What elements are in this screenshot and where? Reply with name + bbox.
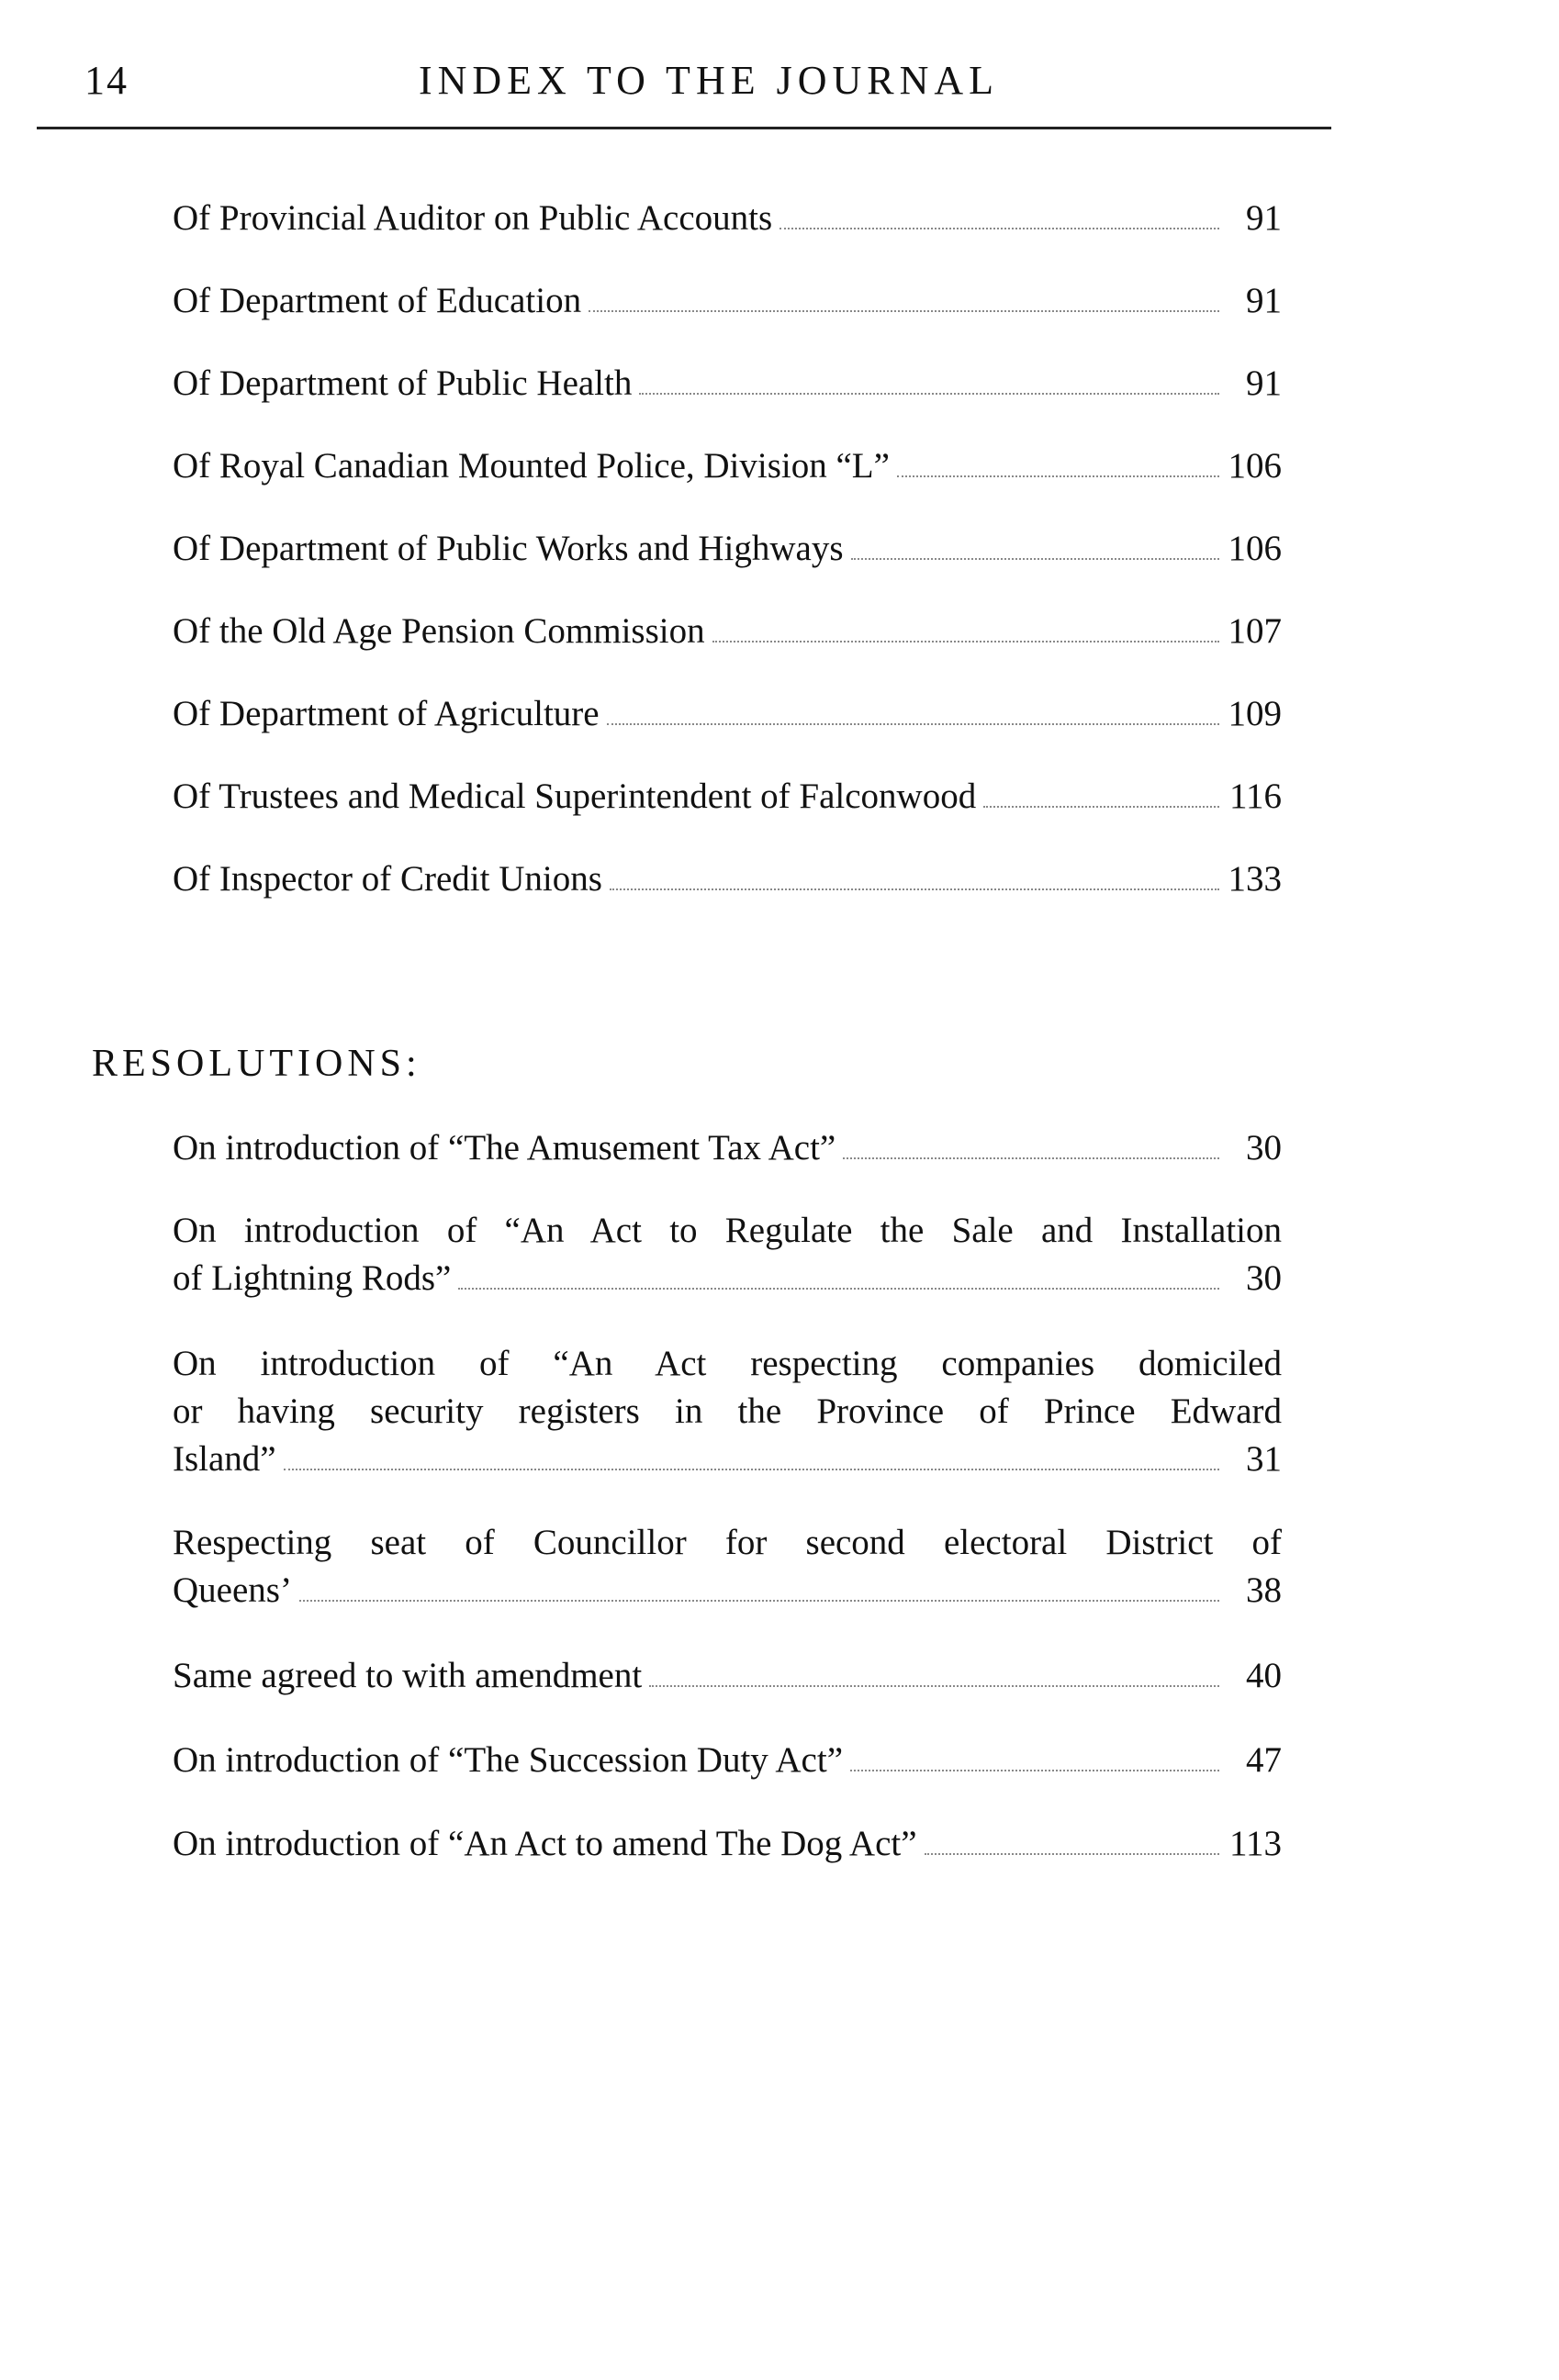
index-entry (173, 1124, 1282, 1172)
index-entry (173, 442, 1282, 490)
index-entry (173, 195, 1282, 242)
page-number: 14 (84, 58, 129, 103)
entry-page: 106 (1228, 446, 1282, 486)
dot-leader (925, 1853, 1219, 1855)
entry-page: 116 (1228, 777, 1282, 816)
entry-text: Island” (173, 1439, 276, 1479)
index-entry (173, 1737, 1282, 1784)
entry-text: or having security registers in the Province of Prince Edward (173, 1391, 1282, 1431)
index-entry (173, 1207, 1282, 1302)
entry-text: of Lightning Rods” (173, 1258, 452, 1298)
entry-page: 106 (1228, 529, 1282, 568)
dot-leader (284, 1469, 1219, 1470)
entry-text: On introduction of “The Amusement Tax Act” (173, 1128, 836, 1168)
running-title: INDEX TO THE JOURNAL (418, 58, 1000, 103)
dot-leader (639, 393, 1219, 395)
entry-text: Queens’ (173, 1570, 292, 1610)
index-entry (173, 1340, 1282, 1483)
dot-leader (851, 558, 1219, 560)
index-entry (173, 773, 1282, 821)
entry-text: Same agreed to with amendment (173, 1656, 643, 1695)
dot-leader (458, 1288, 1219, 1290)
entry-page: 109 (1228, 694, 1282, 733)
index-entry (173, 1820, 1282, 1868)
entry-text: On introduction of “An Act to amend The Dog Act” (173, 1824, 917, 1863)
entry-page: 40 (1246, 1656, 1282, 1695)
entry-text: Of the Old Age Pension Commission (173, 611, 705, 651)
entry-text: Of Inspector of Credit Unions (173, 859, 602, 899)
dot-leader (712, 641, 1219, 642)
entry-text: Of Royal Canadian Mounted Police, Division “L” (173, 446, 890, 486)
dot-leader (843, 1157, 1219, 1159)
entry-page: 91 (1246, 363, 1282, 403)
index-entry (173, 277, 1282, 325)
resolutions-heading: RESOLUTIONS: (92, 1043, 421, 1085)
header-rule (37, 127, 1331, 129)
entry-page: 31 (1246, 1439, 1282, 1479)
entry-page: 91 (1246, 281, 1282, 320)
entry-page: 133 (1228, 859, 1282, 899)
dot-leader (649, 1685, 1219, 1687)
entry-page: 47 (1246, 1740, 1282, 1780)
index-entry (173, 360, 1282, 408)
dot-leader (780, 228, 1219, 229)
entry-text: Of Trustees and Medical Superintendent of Falconwood (173, 777, 977, 816)
dot-leader (850, 1770, 1219, 1771)
dot-leader (607, 723, 1219, 725)
entry-text: Of Department of Public Health (173, 363, 633, 403)
dot-leader (589, 310, 1219, 312)
entry-text: Respecting seat of Councillor for second electoral District of (173, 1523, 1282, 1562)
entry-text: On introduction of “An Act respecting companies domiciled (173, 1344, 1282, 1383)
entry-page: 30 (1246, 1258, 1282, 1298)
index-entry (173, 608, 1282, 655)
index-entry (173, 855, 1282, 903)
page-header (84, 57, 1333, 121)
entry-text: Of Provincial Auditor on Public Accounts (173, 198, 773, 238)
dot-leader (299, 1600, 1219, 1602)
entry-text: On introduction of “An Act to Regulate the Sale and Installation (173, 1211, 1282, 1250)
entry-page: 38 (1246, 1570, 1282, 1610)
dot-leader (983, 806, 1219, 808)
dot-leader (897, 475, 1219, 477)
index-entry (173, 525, 1282, 573)
entry-page: 113 (1228, 1824, 1282, 1863)
entry-page: 107 (1228, 611, 1282, 651)
entry-text: Of Department of Public Works and Highways (173, 529, 844, 568)
entry-page: 30 (1246, 1128, 1282, 1168)
index-entry (173, 1652, 1282, 1700)
entry-text: Of Department of Agriculture (173, 694, 600, 733)
dot-leader (610, 888, 1219, 890)
index-entry (173, 1519, 1282, 1615)
entry-text: On introduction of “The Succession Duty Act” (173, 1740, 844, 1780)
index-entry (173, 690, 1282, 738)
entry-text: Of Department of Education (173, 281, 582, 320)
entry-page: 91 (1246, 198, 1282, 238)
